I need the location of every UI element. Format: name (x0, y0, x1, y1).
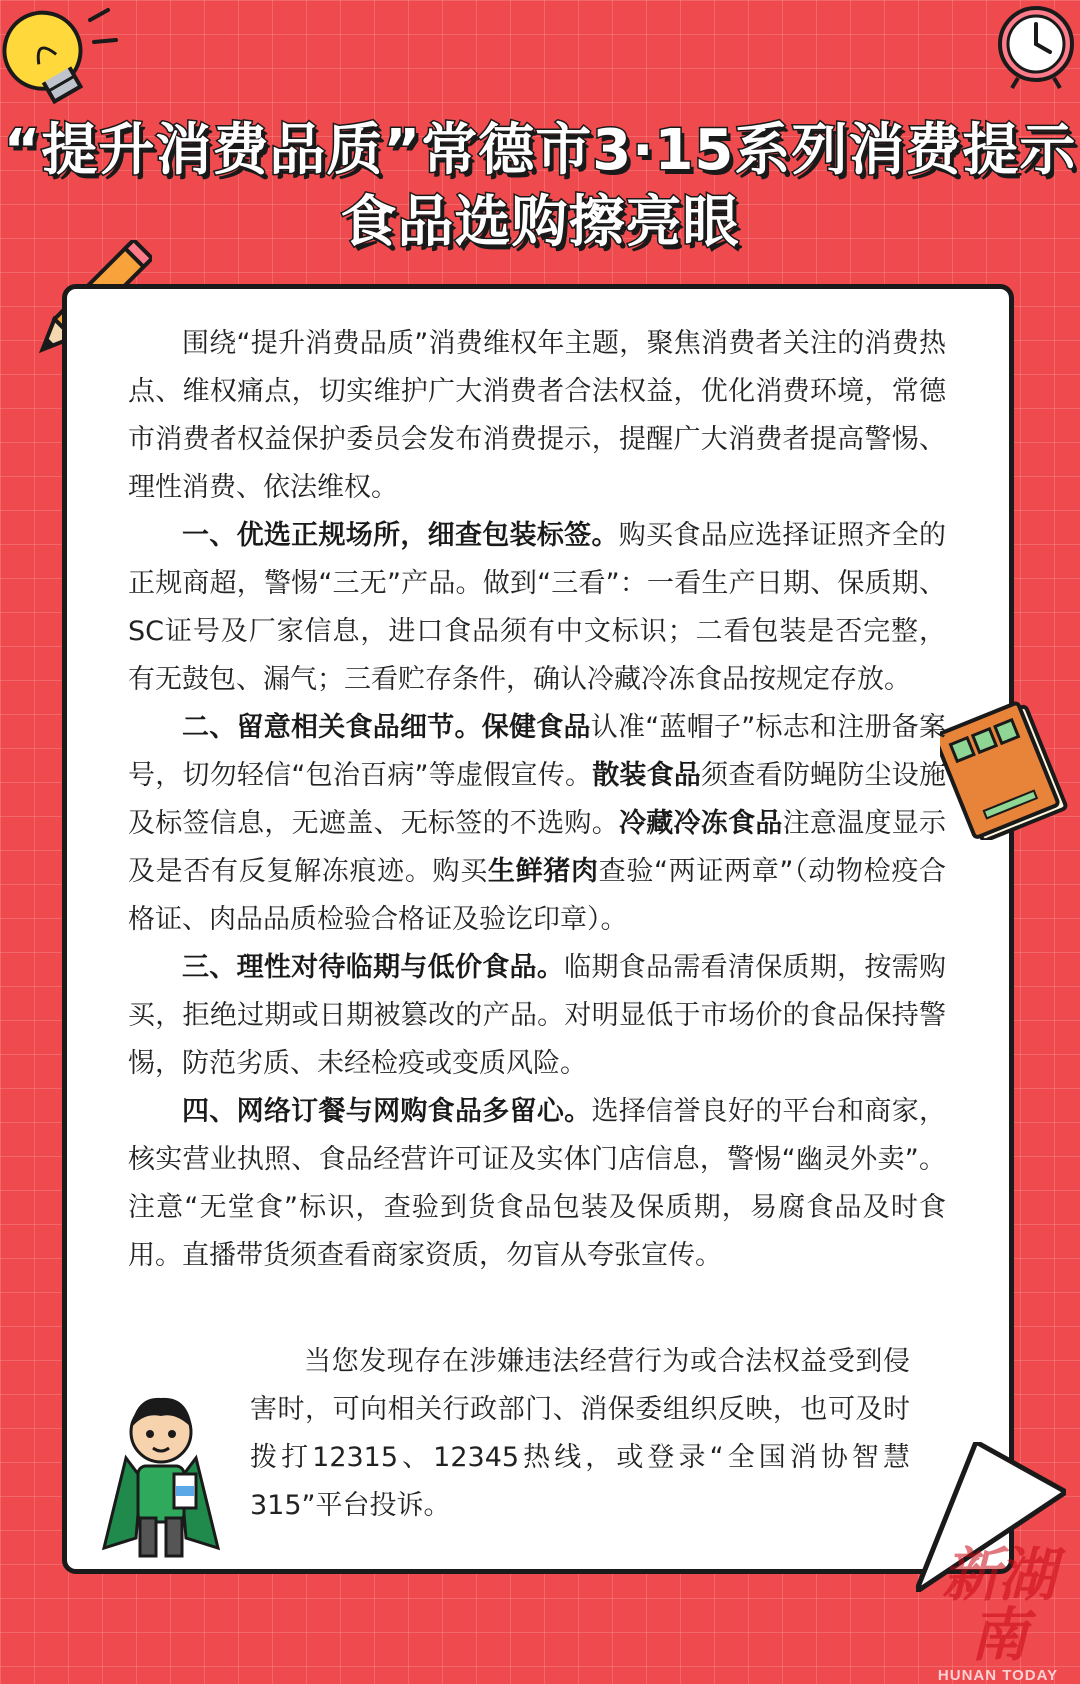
keyword-health-food: 保健食品 (481, 712, 591, 743)
notebook-icon (940, 700, 1070, 840)
section-2-text-4: 查验“两证两章”（动物检疫合格证、肉品品质检验合格证及验讫印章）。 (128, 856, 947, 935)
section-2-text-3: 注意温度显示及是否有反复解冻痕迹。购买 (128, 808, 947, 887)
section-4-heading: 四、网络订餐与网购食品多留心。 (182, 1096, 592, 1127)
alarm-clock-icon (988, 0, 1080, 92)
section-1-text: 购买食品应选择证照齐全的正规商超，警惕“三无”产品。做到“三看”：一看生产日期、保质期、SC证号及厂家信息，进口食品须有中文标识；二看包装是否完整，有无鼓包、漏气；三看贮存条件，确认冷藏冷冻食品按规定存放。 (128, 520, 947, 695)
watermark-cn: 新湖南 (941, 1541, 1054, 1669)
section-2-text-2: 须查看防蝇防尘设施及标签信息，无遮盖、无标签的不选购。 (128, 760, 946, 839)
keyword-bulk-food: 散装食品 (592, 760, 702, 791)
keyword-fresh-pork: 生鲜猪肉 (487, 856, 599, 887)
section-3 (128, 944, 946, 1088)
section-4-text: 选择信誉良好的平台和商家，核实营业执照、食品经营许可证及实体门店信息，警惕“幽灵外卖”。注意“无堂食”标识，查验到货食品包装及保质期，易腐食品及时食用。直播带货须查看商家资质，勿盲从夸张宣传。 (128, 1096, 947, 1271)
superhero-mascot (96, 1388, 226, 1568)
page-title-line1: “提升消费品质”常德市3·15系列消费提示 (3, 118, 1077, 183)
section-1-heading: 一、优选正规场所，细查包装标签。 (182, 520, 619, 551)
section-2 (128, 704, 946, 944)
section-2-text-1: 认准“蓝帽子”标志和注册备案号，切勿轻信“包治百病”等虚假宣传。 (128, 712, 947, 791)
watermark-logo (918, 1541, 1078, 1684)
section-3-text: 临期食品需看清保质期，按需购买，拒绝过期或日期被篡改的产品。对明显低于市场价的食品保持警惕，防范劣质、未经检疫或变质风险。 (128, 952, 947, 1079)
section-4 (128, 1088, 946, 1280)
section-1 (128, 512, 946, 704)
keyword-frozen-food: 冷藏冷冻食品 (618, 808, 783, 839)
watermark-en: HUNAN TODAY (937, 1667, 1059, 1684)
section-2-heading: 二、留意相关食品细节。 (182, 712, 482, 743)
section-3-heading: 三、理性对待临期与低价食品。 (182, 952, 565, 983)
page-title-line2: 食品选购擦亮眼 (340, 190, 740, 255)
main-text (128, 320, 946, 1280)
closing-block (250, 1338, 910, 1530)
closing-paragraph: 当您发现存在涉嫌违法经营行为或合法权益受到侵害时，可向相关行政部门、消保委组织反映，也可及时拨打12315、12345热线，或登录“全国消协智慧315”平台投诉。 (250, 1346, 910, 1521)
intro-paragraph: 围绕“提升消费品质”消费维权年主题，聚焦消费者关注的消费热点、维权痛点，切实维护广大消费者合法权益，优化消费环境，常德市消费者权益保护委员会发布消费提示，提醒广大消费者提高警惕、理性消费、依法维权。 (128, 328, 946, 503)
